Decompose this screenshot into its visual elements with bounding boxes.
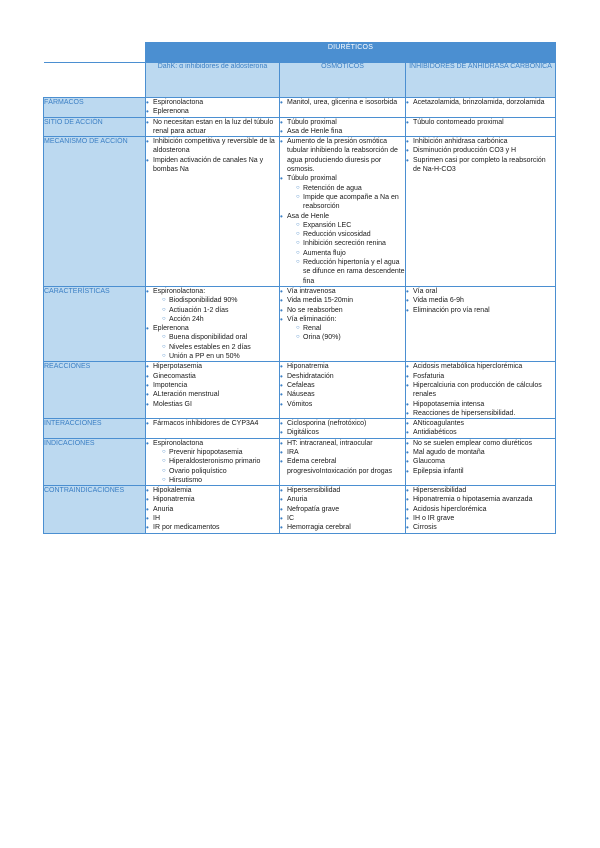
list-item-text: No necesitan estan en la luz del túbulo renal para actuar [153,118,274,135]
list-item-text: Espironolactona [153,439,204,447]
list-item-text: IH o IR grave [413,515,455,523]
table-cell-antialdosterona [146,117,280,137]
bullet-list [280,98,405,107]
list-item [146,505,279,514]
list-item [280,381,405,390]
list-item-text: Túbulo proximal [287,175,337,183]
list-item [280,296,405,305]
list-item [280,127,405,136]
sub-list-item: ○ Retención de agua [296,184,405,193]
list-item [146,137,279,156]
bullet-list [280,439,405,476]
table-row [44,419,556,439]
row-label: MECANISMO DE ACCIÓN [44,137,146,287]
list-item [280,419,405,428]
bullet-list [280,419,405,438]
list-item-text: ANticoagulantes [413,420,464,428]
list-item-text: Hiponatremia o hipotasemia avanzada [413,496,533,504]
sub-list-item: ○ Orina (90%) [296,333,405,342]
list-item-text: HT: intracraneal, intraocular [287,439,373,447]
bullet-list [406,439,555,476]
list-item [406,505,555,514]
list-item-text: Asa de Henle [287,212,330,220]
list-item [406,486,555,495]
list-item-text: Fármacos inhibidores de CYP3A4 [153,420,259,428]
table-row [44,137,556,287]
corner-blank-cell [44,43,146,63]
list-item [146,372,279,381]
list-item [406,296,555,305]
sub-list-item: ○ Biodisponibilidad 90% [162,296,279,305]
table-cell-osmoticos [280,362,406,419]
list-item-text: Vida media 6-9h [413,297,464,305]
list-item [280,174,405,211]
table-title: DIURÉTICOS [146,43,556,63]
list-item [406,287,555,296]
bullet-list [146,137,279,174]
list-item-text: Fosfaturia [413,372,445,380]
list-item [406,448,555,457]
list-item-text: Molestias GI [153,400,192,408]
list-item [146,98,279,107]
table-cell-antialdosterona [146,438,280,485]
sub-list [287,184,405,212]
list-item-text: Acidosis hiperclorémica [413,505,487,513]
list-item [280,428,405,437]
list-item-text: Vía intravenosa [287,287,336,295]
table-cell-anhidrasa [406,438,556,485]
list-item [146,495,279,504]
column-header-antialdosterona: DahK: α inhibidores de aldosterona [146,63,280,98]
list-item-text: Hipopotasemia intensa [413,400,485,408]
list-item [280,400,405,409]
bullet-list [146,419,279,428]
list-item-text: Ciclosporina (nefrotóxico) [287,420,367,428]
table-cell-antialdosterona [146,98,280,118]
corner-blank-cell [44,63,146,98]
column-header-anhidrasa-carbonica: INHIBIDORES DE ANHIDRASA CARBÓNICA [406,63,556,98]
sub-list [153,448,279,485]
sub-list [153,296,279,324]
table-row [44,117,556,137]
list-item [280,486,405,495]
bullet-list [406,118,555,127]
list-item [280,315,405,343]
sub-list-item: ○ Niveles estables en 2 días [162,343,279,352]
list-item [146,287,279,324]
list-item-text: Acidosis metabólica hiperclorémica [413,363,523,371]
list-item [406,523,555,532]
list-item-text: Espironolactona [153,99,204,106]
sub-list-item: ○ Hiperaldosteronismo primario [162,457,279,466]
row-label: CONTRAINDICACIONES [44,486,146,533]
list-item [406,381,555,400]
row-label: FÁRMACOS [44,98,146,118]
list-item [406,439,555,448]
list-item-text: Espironolactona: [153,287,206,295]
bullet-list [146,287,279,361]
list-item-text: Vómitos [287,400,313,408]
table-cell-anhidrasa [406,419,556,439]
sub-list-item: ○ Reducción hipertonía y el agua se difunce en rama descendente fina [296,258,405,286]
list-item-text: Vía eliminación: [287,315,337,323]
row-label: REACCIONES [44,362,146,419]
list-item [146,419,279,428]
bullet-list [406,486,555,532]
list-item-text: Ginecomastia [153,372,196,380]
sub-list [153,333,279,361]
list-item [406,146,555,155]
list-item-text: Digitálicos [287,429,319,437]
list-item-text: Cefaleas [287,381,315,389]
list-item [146,156,279,175]
list-item-text: Acetazolamida, brinzolamida, dorzolamida [413,99,545,106]
table-cell-anhidrasa [406,117,556,137]
row-label: SITIO DE ACCIÓN [44,117,146,137]
table-cell-osmoticos [280,98,406,118]
sub-list-item: ○ Ovario poliquístico [162,467,279,476]
list-item-text: Impotencia [153,381,188,389]
list-item-text: Hiperpotasemia [153,363,203,371]
list-item-text: Nefropatía grave [287,505,340,513]
sub-list-item: ○ Renal [296,324,405,333]
bullet-list [280,137,405,286]
list-item-text: Túbulo proximal [287,118,337,126]
list-item [280,137,405,174]
list-item-text: Antidiabéticos [413,429,457,437]
bullet-list [280,118,405,137]
list-item-text: Anuria [287,496,308,504]
list-item [406,362,555,371]
table-cell-anhidrasa [406,362,556,419]
bullet-list [146,118,279,137]
bullet-list [406,98,555,107]
list-item [406,514,555,523]
list-item [280,390,405,399]
list-item-text: Manitol, urea, glicerina e isosorbida [287,99,398,106]
list-item-text: No se reabsorben [287,306,343,314]
bullet-list [280,287,405,343]
list-item-text: Glaucoma [413,458,445,466]
list-item-text: Impiden activación de canales Na y bombas Na [153,156,264,174]
sub-list-item: ○ Aumenta flujo [296,249,405,258]
table-cell-anhidrasa [406,486,556,533]
list-item-text: Hemorragia cerebral [287,524,351,532]
list-item [146,486,279,495]
table-cell-anhidrasa [406,98,556,118]
sub-list-item: ○ Inhibición secreción renina [296,239,405,248]
bullet-list [280,486,405,532]
list-item [280,448,405,457]
list-item-text: Eplerenona [153,325,189,333]
list-item-text: Eplerenona [153,108,189,116]
sub-list-item: ○ Expansión LEC [296,221,405,230]
list-item [280,306,405,315]
sub-list-item: ○ Prevenir hipopotasemia [162,448,279,457]
list-item [406,467,555,476]
list-item [280,457,405,476]
list-item-text: IR por medicamentos [153,524,220,532]
list-item [406,457,555,466]
list-item [280,287,405,296]
bullet-list [406,287,555,315]
sub-list [287,221,405,286]
list-item [280,118,405,127]
table-cell-antialdosterona [146,137,280,287]
list-item [146,439,279,485]
list-item [280,98,405,107]
list-item [406,98,555,107]
table-cell-osmoticos [280,137,406,287]
list-item [406,372,555,381]
list-item-text: Hiponatremia [153,496,195,504]
list-item-text: IC [287,515,294,523]
list-item [280,372,405,381]
table-row [44,438,556,485]
sub-list-item: ○ Acción 24h [162,315,279,324]
list-item [406,495,555,504]
list-item-text: Deshidratación [287,372,334,380]
bullet-list [280,362,405,408]
list-item [406,428,555,437]
row-label: INDICACIONES [44,438,146,485]
list-item [280,362,405,371]
table-row [44,286,556,361]
list-item [406,409,555,418]
sub-list-item: ○ Unión a PP en un 50% [162,352,279,361]
table-row [44,486,556,533]
bullet-list [146,362,279,408]
table-cell-antialdosterona [146,419,280,439]
list-item [406,400,555,409]
list-item-text: Suprimen casi por completo la reabsorción de Na-H-CO3 [413,156,546,174]
column-header-osmoticos: OSMÓTICOS [280,63,406,98]
table-row [44,362,556,419]
list-item-text: Vida media 15-20min [287,297,354,305]
table-cell-osmoticos [280,286,406,361]
list-item-text: Aumento de la presión osmótica tubular inhibiendo la reabsorción de agua produciendo diuresis por osmosis. [287,138,398,174]
table-cell-osmoticos [280,117,406,137]
row-label: CARACTERÍSTICAS [44,286,146,361]
table-row [44,98,556,118]
list-item-text: Hiponatremia [287,363,329,371]
list-item-text: Disminución producción CO3 y H [413,147,517,155]
list-item [280,439,405,448]
list-item-text: Hipersensibilidad [287,487,341,495]
list-item-text: Edema cerebral progresivoIntoxicación por drogas [287,458,393,475]
list-item-text: Mal agudo de montaña [413,448,485,456]
list-item [280,505,405,514]
table-cell-antialdosterona [146,286,280,361]
diureticos-table [43,42,556,534]
list-item [146,118,279,137]
list-item [406,419,555,428]
list-item [406,306,555,315]
table-cell-osmoticos [280,486,406,533]
list-item [280,514,405,523]
list-item [406,156,555,175]
list-item-text: IH [153,515,160,523]
bullet-list [146,98,279,117]
list-item [280,523,405,532]
list-item [146,390,279,399]
list-item [406,137,555,146]
sub-list-item: ○ Hirsutismo [162,476,279,485]
table-cell-anhidrasa [406,286,556,361]
list-item [146,514,279,523]
row-label: INTERACCIONES [44,419,146,439]
list-item-text: Epilepsia infantil [413,467,464,475]
sub-list-item: ○ Reducción vsicosidad [296,230,405,239]
list-item-text: Hipokalemia [153,487,192,495]
list-item-text: No se suelen emplear como diuréticos [413,439,533,447]
list-item-text: Inhibición competitiva y reversible de la aldosterona [153,138,275,155]
list-item-text: Inhibición anhidrasa carbónica [413,138,508,146]
list-item [146,523,279,532]
bullet-list [406,362,555,418]
list-item-text: IRA [287,448,299,456]
list-item [280,212,405,286]
table-cell-antialdosterona [146,486,280,533]
sub-list-item: ○ Buena disponibilidad oral [162,333,279,342]
list-item-text: Túbulo contorneado proximal [413,118,504,126]
list-item [146,107,279,116]
list-item-text: Hipersensibilidad [413,487,467,495]
table-cell-osmoticos [280,438,406,485]
table-cell-anhidrasa [406,137,556,287]
sub-list-item: ○ Impide que acompañe a Na en reabsorción [296,193,405,212]
list-item-text: Reacciones de hipersensibilidad. [413,409,516,417]
list-item [146,362,279,371]
bullet-list [146,486,279,532]
list-item-text: Hipercalciuria con producción de cálculos renales [413,381,542,399]
list-item [146,381,279,390]
list-item-text: Cirrosis [413,524,437,532]
table-cell-antialdosterona [146,362,280,419]
bullet-list [146,439,279,485]
list-item-text: Vía oral [413,287,438,295]
list-item-text: Anuria [153,505,174,513]
sub-list-item: ○ Actiuación 1-2 días [162,306,279,315]
list-item [146,400,279,409]
list-item [146,324,279,361]
sub-list [287,324,405,343]
list-item [406,118,555,127]
list-item-text: Eliminación pro vía renal [413,306,490,314]
list-item-text: ALteración menstrual [153,391,220,399]
bullet-list [406,419,555,438]
list-item [280,495,405,504]
list-item-text: Asa de Henle fina [287,127,343,135]
bullet-list [406,137,555,174]
list-item-text: Náuseas [287,391,315,399]
table-body [44,98,556,534]
table-cell-osmoticos [280,419,406,439]
